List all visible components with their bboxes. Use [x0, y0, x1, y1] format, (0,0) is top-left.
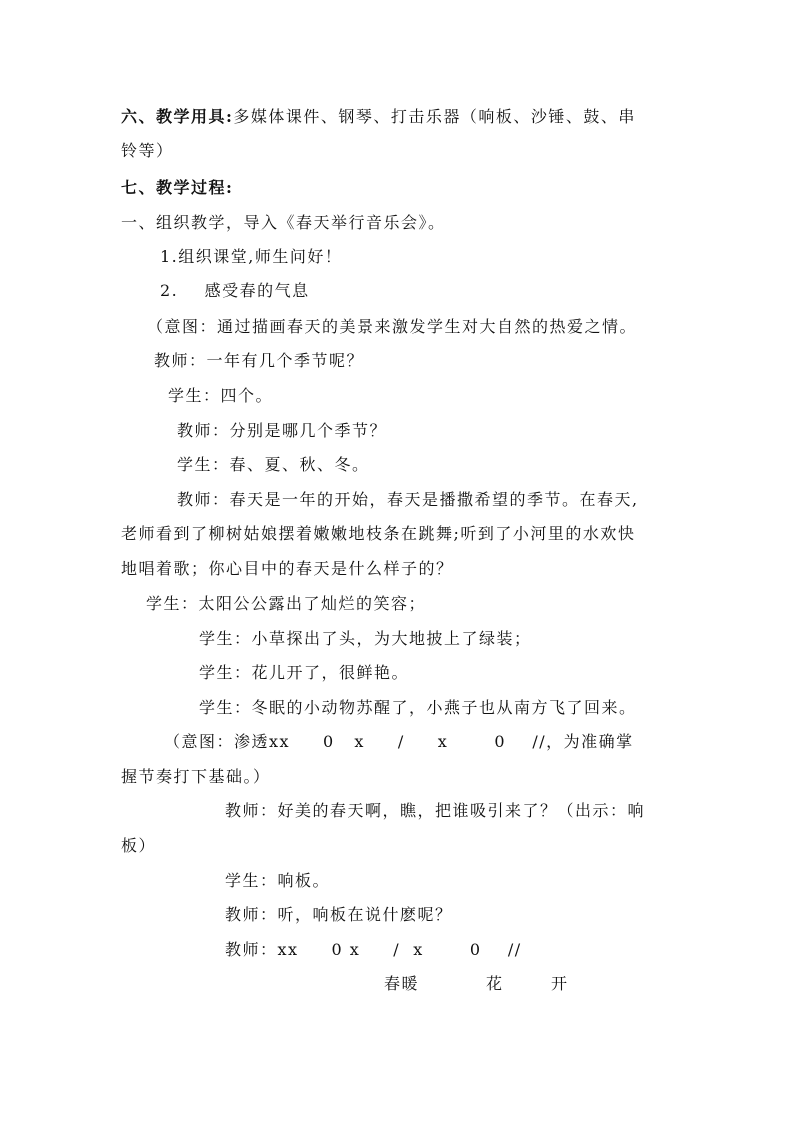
heading-teaching-process: 七、教学过程:	[121, 178, 234, 197]
student-response-4: 学生：冬眠的小动物苏醒了，小燕子也从南方飞了回来。	[199, 698, 637, 717]
student-response-5: 学生：响板。	[225, 871, 331, 890]
student-response-1: 学生：太阳公公露出了灿烂的笑容；	[146, 594, 427, 613]
teacher-rhythm: 教师：xx 0 x / x 0 //	[225, 940, 522, 959]
intent-1: （意图：通过描画春天的美景来激发学生对大自然的热爱之情。	[147, 317, 638, 336]
teacher-question-3-line-3: 地唱着歌；你心目中的春天是什么样子的？	[121, 559, 454, 578]
lyric-flower: 花	[486, 974, 504, 993]
student-response-2: 学生：小草探出了头，为大地披上了绿装；	[199, 629, 532, 648]
teacher-question-3-line-2: 老师看到了柳树姑娘摆着嫩嫩地枝条在跳舞;听到了小河里的水欢快	[121, 524, 636, 543]
lyric-spring-warm: 春暖	[384, 974, 420, 993]
teacher-question-1: 教师：一年有几个季节呢？	[154, 351, 365, 370]
student-response-3: 学生：花儿开了，很鲜艳。	[199, 663, 410, 682]
section-organize: 一、组织教学，导入《春天举行音乐会》。	[121, 213, 446, 232]
student-answer-1: 学生：四个。	[168, 386, 274, 405]
teacher-question-4-line-2: 板）	[121, 836, 157, 855]
step-1: 1.组织课堂,师生问好！	[160, 247, 343, 266]
heading-teaching-tools-cont: 铃等）	[121, 141, 174, 160]
heading-teaching-tools	[121, 107, 636, 127]
intent-2-line-2: 握节奏打下基础。）	[121, 767, 271, 786]
student-answer-2: 学生：春、夏、秋、冬。	[177, 455, 370, 474]
lyric-bloom: 开	[551, 974, 569, 993]
intent-2-line-1: （意图：渗透xx 0 x / x 0 //，为准确掌	[164, 732, 634, 751]
teacher-question-4-line-1: 教师：好美的春天啊，瞧，把谁吸引来了？（出示：响	[225, 801, 646, 820]
teacher-question-2: 教师：分别是哪几个季节？	[177, 421, 388, 440]
teacher-question-5: 教师：听，响板在说什麽呢？	[225, 905, 453, 924]
heading-label: 六、教学用具:	[121, 107, 234, 126]
heading-text: 多媒体课件、钢琴、打击乐器（响板、沙锤、鼓、串	[233, 107, 636, 126]
teacher-question-3-line-1: 教师：春天是一年的开始，春天是播撒希望的季节。在春天,	[177, 490, 639, 509]
step-2: 2. 感受春的气息	[160, 281, 310, 300]
